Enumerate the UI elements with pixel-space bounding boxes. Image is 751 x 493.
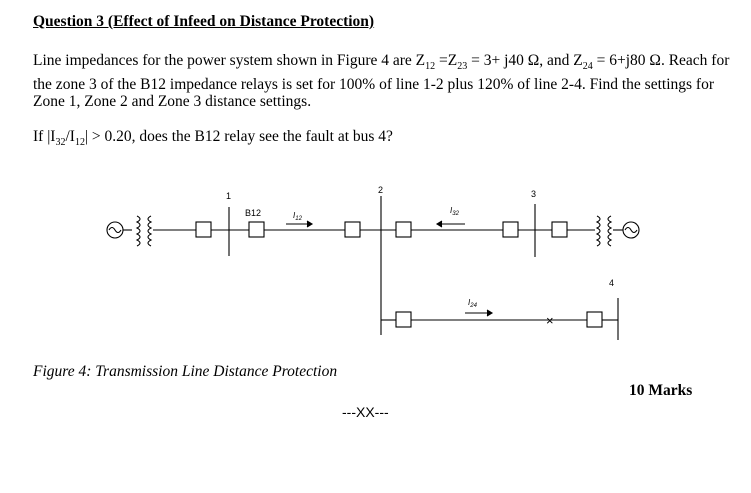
question-prefix: If |I xyxy=(33,128,56,145)
arrow-i24-head xyxy=(487,310,492,316)
fault-marker: × xyxy=(546,313,554,328)
i24-main: I xyxy=(468,298,471,307)
question-title: Question 3 (Effect of Infeed on Distance Protection) xyxy=(33,13,375,30)
i32-sub: 32 xyxy=(452,211,459,217)
question-mid: /I xyxy=(65,128,75,145)
i12-sub: 12 xyxy=(295,216,302,222)
current-label-i32 xyxy=(450,206,460,217)
i32-subscript: 32 xyxy=(55,137,66,149)
z24-subscript: 24 xyxy=(582,61,593,73)
statement-line2: Reach for the zone 3 of the B12 impedance relays is set for 100% of line 1-2 plus 120% of line 2-4. Find the settings for Zone 1, Zone 2 and Zone 3 distance settings. xyxy=(33,52,730,111)
generator-right-wave xyxy=(625,228,637,233)
breaker-b12 xyxy=(249,222,264,237)
bus-label-2: 2 xyxy=(378,185,384,195)
transformer-right-coil-b xyxy=(608,216,611,246)
transformer-left-coil-b xyxy=(148,216,151,246)
bus-label-1: 1 xyxy=(226,191,232,201)
breaker-left xyxy=(196,222,211,237)
generator-left-wave xyxy=(109,228,121,233)
z23-subscript: 23 xyxy=(457,61,468,73)
i12-subscript: 12 xyxy=(74,137,85,149)
current-label-i24 xyxy=(468,298,478,309)
z24-value: = 6+j80 Ω. xyxy=(592,52,665,69)
breaker-23 xyxy=(396,222,411,237)
transformer-right-coil-a xyxy=(597,216,600,246)
breaker-32 xyxy=(503,222,518,237)
current-label-i12 xyxy=(293,211,303,222)
figure-caption: Figure 4: Transmission Line Distance Protection xyxy=(33,363,338,380)
breaker-21 xyxy=(345,222,360,237)
end-marker: ---XX--- xyxy=(342,404,389,420)
i12-main: I xyxy=(293,211,296,220)
arrow-i32-head xyxy=(437,221,442,227)
transformer-left-coil-a xyxy=(137,216,140,246)
relay-label-b12: B12 xyxy=(245,208,262,218)
question-suffix: | > 0.20, does the B12 relay see the fault at bus 4? xyxy=(84,128,393,145)
marks-label: 10 Marks xyxy=(629,382,693,399)
breaker-42 xyxy=(587,312,602,327)
i24-sub: 24 xyxy=(470,303,477,309)
bus-label-4: 4 xyxy=(609,278,615,288)
statement-line1: Line impedances for the power system shown in Figure 4 are Z xyxy=(33,52,426,69)
arrow-i12-head xyxy=(307,221,312,227)
z23-value: = 3+ j40 Ω, and Z xyxy=(467,52,583,69)
z12-subscript: 12 xyxy=(425,61,436,73)
bus-label-3: 3 xyxy=(531,189,537,199)
statement-eq1: =Z xyxy=(435,52,458,69)
breaker-24 xyxy=(396,312,411,327)
breaker-right xyxy=(552,222,567,237)
i32-main: I xyxy=(450,206,453,215)
